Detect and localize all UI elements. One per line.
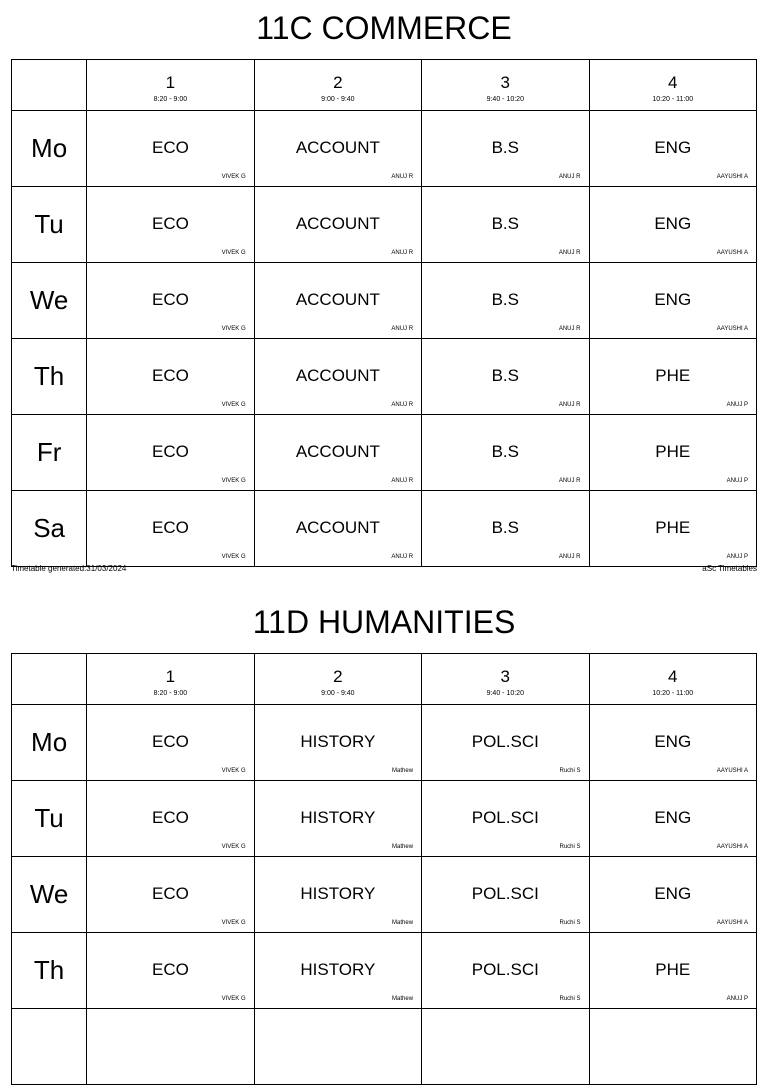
teacher-label: VIVEK G bbox=[221, 920, 246, 926]
teacher-label: VIVEK G bbox=[221, 250, 246, 256]
subject-label: ENG bbox=[654, 138, 692, 157]
lesson-cell bbox=[589, 111, 757, 187]
teacher-label: VIVEK G bbox=[221, 174, 246, 180]
subject-label: PHE bbox=[655, 960, 691, 979]
day-row bbox=[12, 415, 757, 491]
day-label: Mo bbox=[31, 727, 68, 757]
teacher-label: ANUJ R bbox=[558, 402, 581, 408]
day-row bbox=[12, 263, 757, 339]
subject-label: ACCOUNT bbox=[295, 214, 380, 233]
lesson-cell bbox=[87, 111, 254, 187]
day-cell bbox=[12, 491, 87, 567]
teacher-label: Ruchi S bbox=[559, 768, 581, 774]
period-header bbox=[254, 60, 421, 111]
teacher-label: Ruchi S bbox=[559, 996, 581, 1002]
subject-label: ECO bbox=[151, 138, 189, 157]
generated-date: Timetable generated:31/03/2024 bbox=[11, 564, 127, 573]
period-number: 4 bbox=[668, 667, 678, 686]
subject-label: B.S bbox=[491, 214, 519, 233]
day-row bbox=[12, 933, 757, 1009]
timetable-title: 11D HUMANITIES bbox=[252, 604, 516, 640]
period-header bbox=[589, 60, 757, 111]
teacher-label: ANUJ R bbox=[391, 326, 414, 332]
lesson-cell bbox=[87, 857, 254, 933]
day-cell bbox=[12, 705, 87, 781]
lesson-cell bbox=[422, 933, 589, 1009]
day-label: Sa bbox=[33, 513, 65, 543]
lesson-cell bbox=[422, 491, 589, 567]
subject-label: HISTORY bbox=[300, 808, 376, 827]
teacher-label: Mathew bbox=[392, 920, 414, 926]
period-header bbox=[254, 654, 421, 705]
lesson-cell bbox=[422, 857, 589, 933]
lesson-cell bbox=[254, 263, 421, 339]
teacher-label: ANUJ R bbox=[558, 174, 581, 180]
subject-label: ACCOUNT bbox=[295, 366, 380, 385]
teacher-label: Mathew bbox=[392, 996, 414, 1002]
period-header-row bbox=[12, 60, 757, 111]
lesson-cell bbox=[422, 781, 589, 857]
lesson-cell bbox=[589, 781, 757, 857]
subject-label: ACCOUNT bbox=[295, 518, 380, 537]
corner-cell bbox=[12, 60, 87, 111]
day-cell bbox=[12, 339, 87, 415]
subject-label: ECO bbox=[151, 290, 189, 309]
lesson-cell bbox=[87, 781, 254, 857]
lesson-cell bbox=[254, 187, 421, 263]
period-header bbox=[422, 654, 589, 705]
day-cell bbox=[12, 857, 87, 933]
day-row bbox=[12, 1009, 757, 1085]
lesson-cell bbox=[422, 111, 589, 187]
lesson-cell bbox=[254, 933, 421, 1009]
period-header bbox=[87, 60, 254, 111]
lesson-cell bbox=[589, 415, 757, 491]
teacher-label: AAYUSHI A bbox=[716, 250, 748, 256]
teacher-label: ANUJ R bbox=[391, 250, 414, 256]
subject-label: ECO bbox=[151, 442, 189, 461]
teacher-label: VIVEK G bbox=[221, 402, 246, 408]
lesson-cell bbox=[254, 111, 421, 187]
day-cell bbox=[12, 111, 87, 187]
lesson-cell bbox=[254, 491, 421, 567]
day-label: Tu bbox=[34, 209, 64, 239]
timetable-grid bbox=[11, 59, 757, 567]
period-time: 9:40 - 10:20 bbox=[486, 96, 524, 103]
lesson-cell bbox=[87, 1009, 254, 1085]
teacher-label: ANUJ R bbox=[391, 554, 414, 560]
day-row bbox=[12, 339, 757, 415]
subject-label: ECO bbox=[151, 366, 189, 385]
teacher-label: ANUJ P bbox=[726, 996, 748, 1002]
timetable-title: 11C COMMERCE bbox=[256, 10, 512, 46]
subject-label: B.S bbox=[491, 138, 519, 157]
subject-label: ECO bbox=[151, 884, 189, 903]
lesson-cell bbox=[589, 339, 757, 415]
subject-label: ENG bbox=[654, 214, 692, 233]
lesson-cell bbox=[589, 933, 757, 1009]
period-number: 1 bbox=[165, 73, 176, 92]
teacher-label: AAYUSHI A bbox=[716, 844, 748, 850]
period-time: 9:00 - 9:40 bbox=[321, 96, 355, 103]
subject-label: B.S bbox=[491, 366, 519, 385]
teacher-label: VIVEK G bbox=[221, 768, 246, 774]
period-number: 2 bbox=[333, 73, 343, 92]
subject-label: PHE bbox=[655, 518, 691, 537]
teacher-label: Ruchi S bbox=[559, 844, 581, 850]
period-header bbox=[422, 60, 589, 111]
period-number: 3 bbox=[500, 73, 511, 92]
subject-label: B.S bbox=[491, 290, 519, 309]
subject-label: HISTORY bbox=[300, 960, 376, 979]
teacher-label: AAYUSHI A bbox=[716, 920, 748, 926]
lesson-cell bbox=[254, 857, 421, 933]
period-time: 8:20 - 9:00 bbox=[153, 96, 188, 103]
period-time: 10:20 - 11:00 bbox=[652, 96, 694, 103]
lesson-cell bbox=[87, 933, 254, 1009]
lesson-cell bbox=[87, 705, 254, 781]
timetable-grid bbox=[11, 653, 757, 1085]
subject-label: POL.SCI bbox=[471, 884, 539, 903]
day-label: Th bbox=[33, 955, 65, 985]
day-cell bbox=[12, 1009, 87, 1085]
teacher-label: ANUJ R bbox=[558, 554, 581, 560]
lesson-cell bbox=[422, 187, 589, 263]
lesson-cell bbox=[589, 1009, 757, 1085]
period-time: 10:20 - 11:00 bbox=[652, 690, 694, 697]
day-cell bbox=[12, 415, 87, 491]
lesson-cell bbox=[254, 339, 421, 415]
subject-label: ECO bbox=[151, 960, 189, 979]
subject-label: HISTORY bbox=[300, 732, 376, 751]
day-label: Fr bbox=[36, 437, 62, 467]
teacher-label: ANUJ R bbox=[558, 478, 581, 484]
lesson-cell bbox=[87, 263, 254, 339]
lesson-cell bbox=[422, 1009, 589, 1085]
period-number: 3 bbox=[500, 667, 511, 686]
day-row bbox=[12, 705, 757, 781]
lesson-cell bbox=[422, 339, 589, 415]
teacher-label: ANUJ R bbox=[391, 478, 414, 484]
subject-label: POL.SCI bbox=[471, 732, 539, 751]
teacher-label: ANUJ R bbox=[391, 174, 414, 180]
lesson-cell bbox=[254, 1009, 421, 1085]
teacher-label: AAYUSHI A bbox=[716, 174, 748, 180]
subject-label: ECO bbox=[151, 214, 189, 233]
lesson-cell bbox=[254, 705, 421, 781]
subject-label: ACCOUNT bbox=[295, 138, 380, 157]
day-cell bbox=[12, 187, 87, 263]
subject-label: ECO bbox=[151, 808, 189, 827]
period-time: 9:00 - 9:40 bbox=[321, 690, 355, 697]
lesson-cell bbox=[254, 781, 421, 857]
lesson-cell bbox=[422, 705, 589, 781]
subject-label: PHE bbox=[655, 442, 691, 461]
period-number: 2 bbox=[333, 667, 343, 686]
teacher-label: VIVEK G bbox=[221, 844, 246, 850]
teacher-label: Mathew bbox=[392, 768, 414, 774]
subject-label: PHE bbox=[655, 366, 691, 385]
subject-label: B.S bbox=[491, 442, 519, 461]
subject-label: ENG bbox=[654, 290, 692, 309]
subject-label: ACCOUNT bbox=[295, 442, 380, 461]
period-number: 1 bbox=[165, 667, 176, 686]
day-cell bbox=[12, 781, 87, 857]
period-header bbox=[87, 654, 254, 705]
day-cell bbox=[12, 933, 87, 1009]
day-row bbox=[12, 111, 757, 187]
lesson-cell bbox=[589, 263, 757, 339]
day-cell bbox=[12, 263, 87, 339]
software-credit: aSc Timetables bbox=[702, 564, 757, 573]
period-number: 4 bbox=[668, 73, 678, 92]
teacher-label: VIVEK G bbox=[221, 326, 246, 332]
lesson-cell bbox=[589, 187, 757, 263]
day-row bbox=[12, 857, 757, 933]
day-label: Th bbox=[33, 361, 65, 391]
subject-label: ENG bbox=[654, 808, 692, 827]
day-label: Mo bbox=[31, 133, 68, 163]
lesson-cell bbox=[422, 263, 589, 339]
lesson-cell bbox=[254, 415, 421, 491]
day-label: We bbox=[29, 285, 69, 315]
lesson-cell bbox=[589, 491, 757, 567]
subject-label: POL.SCI bbox=[471, 808, 539, 827]
period-header bbox=[589, 654, 757, 705]
teacher-label: ANUJ P bbox=[726, 402, 748, 408]
teacher-label: Ruchi S bbox=[559, 920, 581, 926]
teacher-label: ANUJ P bbox=[726, 478, 748, 484]
lesson-cell bbox=[589, 857, 757, 933]
lesson-cell bbox=[589, 705, 757, 781]
subject-label: ACCOUNT bbox=[295, 290, 380, 309]
lesson-cell bbox=[87, 187, 254, 263]
teacher-label: VIVEK G bbox=[221, 554, 246, 560]
day-row bbox=[12, 187, 757, 263]
teacher-label: Mathew bbox=[392, 844, 414, 850]
teacher-label: ANUJ R bbox=[391, 402, 414, 408]
day-row bbox=[12, 781, 757, 857]
teacher-label: AAYUSHI A bbox=[716, 326, 748, 332]
period-time: 9:40 - 10:20 bbox=[486, 690, 524, 697]
subject-label: ENG bbox=[654, 732, 692, 751]
lesson-cell bbox=[87, 491, 254, 567]
day-row bbox=[12, 491, 757, 567]
subject-label: ECO bbox=[151, 518, 189, 537]
subject-label: POL.SCI bbox=[471, 960, 539, 979]
teacher-label: AAYUSHI A bbox=[716, 768, 748, 774]
lesson-cell bbox=[87, 339, 254, 415]
lesson-cell bbox=[422, 415, 589, 491]
lesson-cell bbox=[87, 415, 254, 491]
subject-label: ENG bbox=[654, 884, 692, 903]
day-label: We bbox=[29, 879, 69, 909]
subject-label: ECO bbox=[151, 732, 189, 751]
period-time: 8:20 - 9:00 bbox=[153, 690, 188, 697]
day-label: Tu bbox=[34, 803, 64, 833]
teacher-label: ANUJ R bbox=[558, 326, 581, 332]
teacher-label: ANUJ R bbox=[558, 250, 581, 256]
teacher-label: ANUJ P bbox=[726, 554, 748, 560]
teacher-label: VIVEK G bbox=[221, 996, 246, 1002]
teacher-label: VIVEK G bbox=[221, 478, 246, 484]
subject-label: HISTORY bbox=[300, 884, 376, 903]
corner-cell bbox=[12, 654, 87, 705]
subject-label: B.S bbox=[491, 518, 519, 537]
period-header-row bbox=[12, 654, 757, 705]
